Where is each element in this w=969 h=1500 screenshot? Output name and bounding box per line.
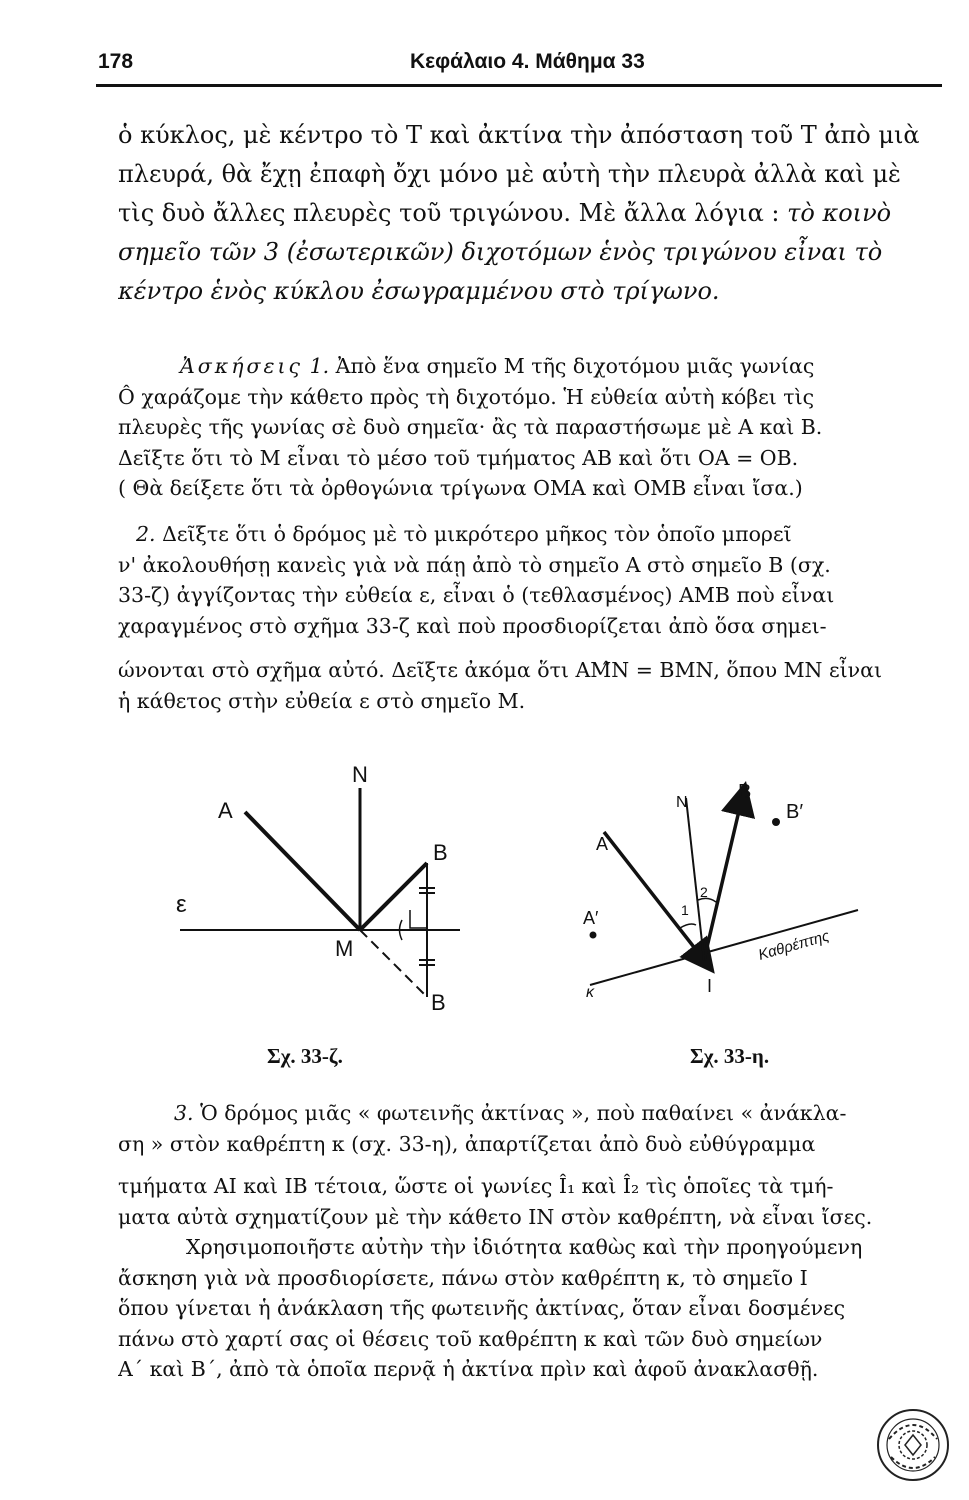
exercise-number: 2.	[136, 522, 156, 546]
right-angle-mark	[410, 910, 427, 928]
exercise-text: Ἀπὸ ἕνα σημεῖο Μ τῆς διχοτόμου μιᾶς γωνίας	[335, 354, 815, 378]
segment-MB	[360, 863, 427, 930]
page-number: 178	[98, 50, 134, 73]
label-B: B	[738, 781, 752, 803]
label-epsilon: ε	[176, 891, 187, 918]
label-angle-2: 2	[700, 884, 708, 900]
exercise-1	[118, 351, 940, 504]
exercise-2-line: ἡ κάθετος στὴν εὐθεία ε στὸ σημεῖο Μ.	[118, 688, 526, 713]
label-A: A	[596, 834, 609, 854]
exercise-3-line	[118, 1098, 940, 1129]
caption-fig-33-zeta: Σχ. 33-ζ.	[267, 1044, 343, 1068]
figure-eta	[590, 798, 858, 985]
exercise-text: Δεῖξτε ὅτι ὁ δρόμος μὲ τὸ μικρότερο μῆκος τὸν ὁποῖο μπορεῖ	[162, 522, 792, 546]
exercise-2-line: ν' ἀκολουθήσῃ κανεὶς γιὰ νὰ πάῃ ἀπὸ τὸ σημεῖο Α στὸ σημεῖο Β (σχ.	[118, 552, 831, 577]
exercise-1-line: Δεῖξτε ὅτι τὸ Μ εἶναι τὸ μέσο τοῦ τμήματος ΑΒ καὶ ὅτι ΟΑ = ΟΒ.	[118, 445, 799, 470]
exercise-3-line: πάνω στὸ χαρτί σας οἱ θέσεις τοῦ καθρέπτη κ καὶ τῶν δυὸ σημείων	[118, 1326, 823, 1351]
exercise-3-line: ἄσκηση γιὰ νὰ προσδιορίσετε, πάνω στὸν καθρέπτη κ, τὸ σημεῖο Ι	[118, 1265, 808, 1290]
intro-line: ὁ κύκλος, μὲ κέντρο τὸ Τ καὶ ἀκτίνα τὴν ἀπόσταση τοῦ Τ ἀπὸ μιὰ	[118, 121, 920, 149]
intro-line: πλευρά, θὰ ἔχῃ ἐπαφὴ ὄχι μόνο μὲ αὐτὴ τὴν πλευρὰ ἀλλὰ καὶ μὲ	[118, 160, 901, 188]
header-rule	[96, 84, 942, 87]
label-A-prime: A′	[583, 908, 599, 928]
page-header-title: Κεφάλαιο 4. Μάθημα 33	[410, 50, 645, 73]
figures-area	[0, 760, 969, 1090]
segment-MB-reflected	[360, 930, 427, 997]
exercise-3-line: Α΄ καὶ Β΄, ἀπὸ τὰ ὁποῖα περνᾷ ἡ ἀκτίνα πρὶν καὶ ἀφοῦ ἀνακλασθῇ.	[118, 1357, 819, 1381]
exercise-1-line: Ô χαράζομε τὴν κάθετο πρὸς τὴ διχοτόμο. Ἡ εὐθεία αὐτὴ κόβει τὶς	[118, 384, 815, 409]
exercise-2-line: χαραγμένος στὸ σχῆμα 33-ζ καὶ ποὺ προσδιορίζεται ἀπὸ ὅσα σημει-	[118, 613, 827, 638]
label-N: N	[676, 794, 688, 811]
point-B-prime	[772, 818, 780, 826]
exercise-1-line: ( Θὰ δείξετε ὅτι τὰ ὀρθογώνια τρίγωνα ΟΜΑ καὶ ΟΜΒ εἶναι ἴσα.)	[118, 476, 803, 500]
ray-AI	[604, 832, 704, 960]
exercise-3-line: ση » στὸν καθρέπτη κ (σχ. 33-η), ἀπαρτίζεται ἀπὸ δυὸ εὐθύγραμμα	[118, 1131, 816, 1156]
label-angle-1: 1	[681, 902, 689, 918]
exercise-3-line: ματα αὐτὰ σχηματίζουν μὲ τὴν κάθετο ΙΝ στὸν καθρέπτη, νὰ εἶναι ἴσες.	[118, 1204, 873, 1229]
exercise-number: 1.	[309, 354, 330, 378]
label-mirror: Καθρέπτης	[756, 927, 832, 964]
point-A-prime	[590, 932, 597, 939]
intro-line: κέντρο ἑνὸς κύκλου ἐσωγραμμένου στὸ τρίγωνο.	[118, 277, 720, 305]
angle-1-arc	[680, 924, 696, 928]
exercise-3-line: ὅπου γίνεται ἡ ἀνάκλαση τῆς φωτεινῆς ἀκτίνας, ὅταν εἶναι δοσμένες	[118, 1296, 846, 1320]
exercise-2-line: ώνονται στὸ σχῆμα αὐτό. Δεῖξτε ἀκόμα ὅτι ΑΜ̂Ν = ΒΜΝ, ὅπου ΜΝ εἶναι	[118, 658, 883, 682]
segment-AM	[245, 812, 360, 930]
seal-stamp	[875, 1407, 951, 1483]
label-B-prime: B′	[786, 801, 804, 823]
exercise-2-line	[118, 519, 940, 550]
exercises-heading: Ἀσκήσεις	[180, 354, 304, 378]
normal-IN	[686, 798, 704, 960]
exercise-3	[118, 1098, 940, 1385]
intro-paragraph	[118, 116, 940, 311]
label-A: A	[218, 798, 233, 823]
exercise-text: Ὁ δρόμος μιᾶς « φωτεινῆς ἀκτίνας », ποὺ παθαίνει « ἀνάκλα-	[200, 1101, 847, 1125]
exercise-1-line	[118, 351, 940, 382]
exercise-number: 3.	[174, 1101, 194, 1125]
intro-line	[118, 194, 940, 233]
exercise-2	[118, 519, 940, 716]
exercise-2-line: 33-ζ) ἀγγίζοντας τὴν εὐθεία ε, εἶναι ὁ (τεθλασμένος) ΑΜΒ ποὺ εἶναι	[118, 583, 835, 607]
exercise-3-line: Χρησιμοποιῆστε αὐτὴν τὴν ἰδιότητα καθὼς καὶ τὴν προηγούμενη	[186, 1235, 863, 1259]
exercise-1-line: πλευρὲς τῆς γωνίας σὲ δυὸ σημεῖα· ἂς τὰ παραστήσωμε μὲ Α καὶ Β.	[118, 415, 823, 439]
ray-IB	[704, 798, 742, 960]
exercise-3-line: τμήματα ΑΙ καὶ ΙΒ τέτοια, ὥστε οἱ γωνίες Î₁ καὶ Î₂ τὶς ὁποῖες τὰ τμή-	[118, 1174, 834, 1198]
label-B-lower: B	[431, 990, 446, 1015]
intro-line: σημεῖο τῶν 3 (ἐσωτερικῶν) διχοτόμων ἑνὸς τριγώνου εἶναι τὸ	[118, 238, 883, 266]
label-kappa: κ	[586, 984, 594, 1001]
label-N: N	[352, 762, 368, 787]
label-M: M	[335, 936, 354, 961]
label-I: I	[707, 976, 713, 996]
label-B-upper: B	[433, 840, 448, 865]
caption-fig-33-eta: Σχ. 33-η.	[690, 1044, 770, 1068]
intro-emphasis: τὸ κοινὸ	[787, 199, 892, 227]
intro-text: τὶς δυὸ ἄλλες πλευρὲς τοῦ τριγώνου. Μὲ ἄλλα λόγια :	[118, 199, 780, 227]
